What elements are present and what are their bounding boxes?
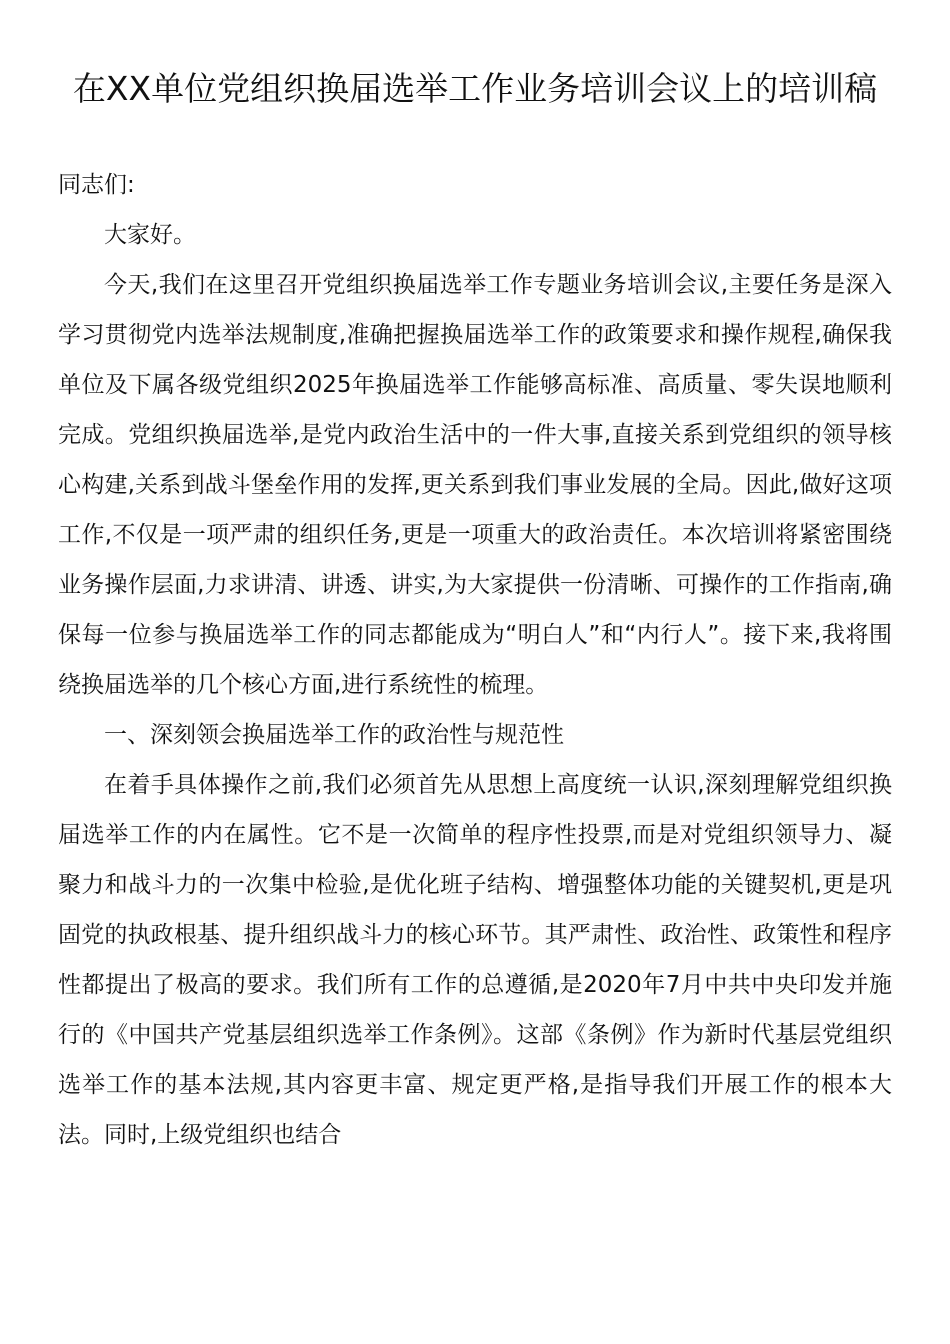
paragraph-intro: 今天,我们在这里召开党组织换届选举工作专题业务培训会议,主要任务是深入学习贯彻党内选举法规制度,准确把握换届选举工作的政策要求和操作规程,确保我单位及下属各级党组织2025年换届选举工作能够高标准、高质量、零失误地顺利完成。党组织换届选举,是党内政治生活中的一件大事,直接关系到党组织的领导核心构建,关系到战斗堡垒作用的发挥,更关系到我们事业发展的全局。因此,做好这项工作,不仅是一项严肃的组织任务,更是一项重大的政治责任。本次培训将紧密围绕业务操作层面,力求讲清、讲透、讲实,为大家提供一份清晰、可操作的工作指南,确保每一位参与换届选举工作的同志都能成为“明白人”和“内行人”。接下来,我将围绕换届选举的几个核心方面,进行系统性的梳理。 (58, 272, 892, 698)
document-title: 在XX单位党组织换届选举工作业务培训会议上的培训稿 (72, 69, 878, 108)
document-body (58, 160, 892, 1160)
greeting: 大家好。 (104, 222, 196, 248)
paragraph-section-one: 在着手具体操作之前,我们必须首先从思想上高度统一认识,深刻理解党组织换届选举工作的内在属性。它不是一次简单的程序性投票,而是对党组织领导力、凝聚力和战斗力的一次集中检验,是优化班子结构、增强整体功能的关键契机,更是巩固党的执政根基、提升组织战斗力的核心环节。其严肃性、政治性、政策性和程序性都提出了极高的要求。我们所有工作的总遵循,是2020年7月中共中央印发并施行的《中国共产党基层组织选举工作条例》。这部《条例》作为新时代基层党组织选举工作的基本法规,其内容更丰富、规定更严格,是指导我们开展工作的根本大法。同时,上级党组织也结合 (58, 772, 892, 1148)
salutation: 同志们: (58, 172, 135, 198)
section-heading: 一、深刻领会换届选举工作的政治性与规范性 (104, 722, 564, 748)
